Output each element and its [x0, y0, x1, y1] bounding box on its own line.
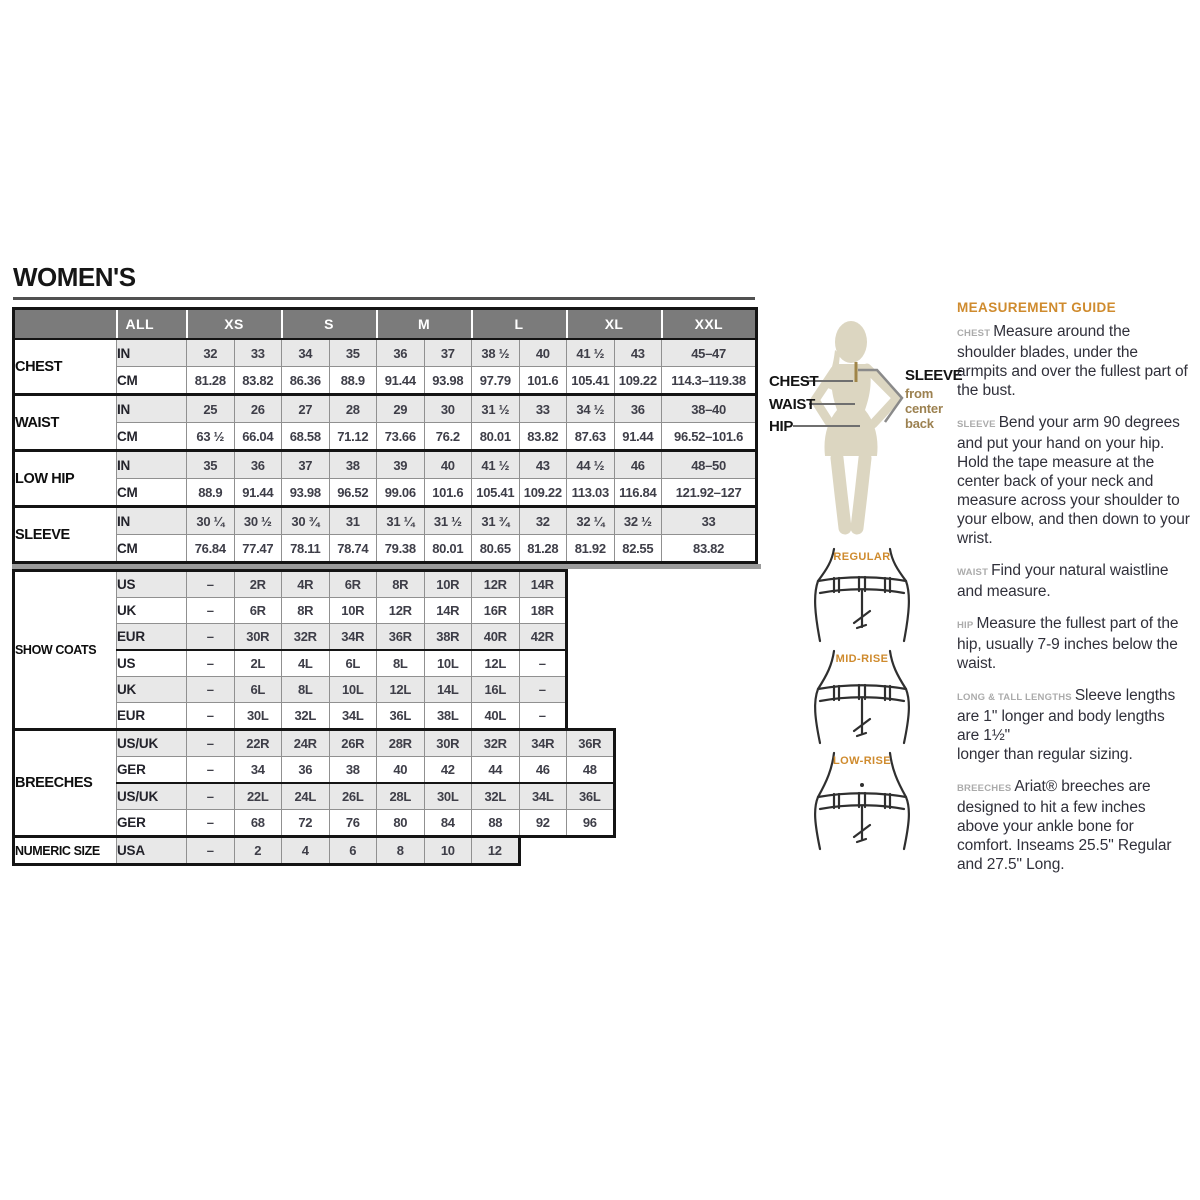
column-header: XXL — [662, 309, 757, 340]
table-cell: 78.11 — [282, 535, 330, 563]
table-cell: 81.92 — [567, 535, 615, 563]
table-cell: 46 — [519, 757, 567, 784]
table-cell: 109.22 — [614, 367, 662, 395]
table-cell: 83.82 — [662, 535, 757, 563]
table-cell: 81.28 — [187, 367, 235, 395]
women-sizes-table — [12, 307, 758, 564]
unit-label: IN — [117, 395, 187, 423]
unit-label: IN — [117, 507, 187, 535]
table-cell: 105.41 — [472, 479, 520, 507]
table-cell: 30 ¾ — [282, 507, 330, 535]
table-cell: 30R — [234, 624, 282, 651]
table-cell: 34L — [329, 703, 377, 730]
table-cell: 42 — [424, 757, 472, 784]
table-cell: – — [187, 624, 235, 651]
table-row — [14, 571, 567, 598]
table-cell: 81.28 — [519, 535, 567, 563]
table-cell: 28L — [377, 783, 425, 810]
table-cell: 8 — [377, 837, 425, 865]
table-cell: 36R — [567, 730, 615, 757]
table-cell: 44 — [472, 757, 520, 784]
table-cell: 6 — [329, 837, 377, 865]
table-cell: 88 — [472, 810, 520, 837]
table-cell: 96.52–101.6 — [662, 423, 757, 451]
unit-label: USA — [117, 837, 187, 865]
table-row — [14, 423, 757, 451]
table-cell: 41 ½ — [567, 339, 615, 367]
guide-term: BREECHES — [957, 783, 1012, 794]
table-cell: – — [187, 783, 235, 810]
table-cell: 34 — [234, 757, 282, 784]
column-header: S — [282, 309, 377, 340]
table-cell: 8R — [282, 598, 330, 624]
women-sizes-table-slot — [12, 307, 761, 564]
table-row — [14, 309, 757, 340]
table-cell: 44 ½ — [567, 451, 615, 479]
unit-label: EUR — [117, 703, 187, 730]
table-cell: 30L — [424, 783, 472, 810]
unit-label: CM — [117, 367, 187, 395]
table-cell: – — [187, 810, 235, 837]
column-header: ALL — [117, 309, 187, 340]
unit-label: GER — [117, 810, 187, 837]
table-body — [14, 730, 615, 837]
table-cell: 42R — [519, 624, 567, 651]
table-cell: 32R — [472, 730, 520, 757]
table-cell: 91.44 — [377, 367, 425, 395]
table-cell: 28R — [377, 730, 425, 757]
table-cell: 68.58 — [282, 423, 330, 451]
table-cell: 48 — [567, 757, 615, 784]
unit-label: US — [117, 650, 187, 677]
unit-label: US/UK — [117, 730, 187, 757]
column-header: L — [472, 309, 567, 340]
table-cell: 91.44 — [614, 423, 662, 451]
measurement-guide — [957, 300, 1190, 887]
table-cell: 87.63 — [567, 423, 615, 451]
guide-text: longer than regular sizing. — [957, 746, 1133, 763]
unit-label: IN — [117, 339, 187, 367]
table-cell: 8L — [377, 650, 425, 677]
table-cell: 38 — [329, 451, 377, 479]
table-cell: 34 — [282, 339, 330, 367]
table-cell: 45–47 — [662, 339, 757, 367]
table-cell: 30L — [234, 703, 282, 730]
guide-paragraph — [957, 614, 1190, 673]
table-row — [14, 837, 520, 865]
table-cell: 32 — [519, 507, 567, 535]
row-label: LOW HIP — [14, 451, 117, 507]
table-cell: 105.41 — [567, 367, 615, 395]
table-cell: 14L — [424, 677, 472, 703]
table-cell: 40 — [377, 757, 425, 784]
table-body — [14, 339, 757, 563]
table-cell: 34L — [519, 783, 567, 810]
guide-paragraph — [957, 686, 1190, 764]
table-cell: 38R — [424, 624, 472, 651]
breeches-table — [12, 728, 616, 838]
show-coats-table — [12, 569, 568, 731]
table-cell: 2 — [234, 837, 282, 865]
table-cell: 33 — [234, 339, 282, 367]
table-cell: 96 — [567, 810, 615, 837]
table-cell: 99.06 — [377, 479, 425, 507]
table-cell: 86.36 — [282, 367, 330, 395]
table-cell: 8L — [282, 677, 330, 703]
table-cell: 36 — [614, 395, 662, 423]
table-cell: 30R — [424, 730, 472, 757]
table-row — [14, 535, 757, 563]
table-cell: 26L — [329, 783, 377, 810]
table-cell: 79.38 — [377, 535, 425, 563]
table-cell: 38–40 — [662, 395, 757, 423]
table-cell: 66.04 — [234, 423, 282, 451]
table-header — [14, 309, 757, 340]
table-cell: 92 — [519, 810, 567, 837]
table-cell: 88.9 — [329, 367, 377, 395]
unit-label: UK — [117, 677, 187, 703]
table-cell: 76.2 — [424, 423, 472, 451]
table-cell: 26R — [329, 730, 377, 757]
table-cell: 46 — [614, 451, 662, 479]
table-cell: 31 ½ — [472, 395, 520, 423]
rise-label-low-rise: LOW-RISE — [833, 755, 891, 767]
table-cell: 43 — [614, 339, 662, 367]
unit-label: IN — [117, 451, 187, 479]
table-cell: 80 — [377, 810, 425, 837]
table-cell: 43 — [519, 451, 567, 479]
table-cell: 101.6 — [519, 367, 567, 395]
table-cell: 29 — [377, 395, 425, 423]
hip-label: HIP — [769, 418, 794, 435]
table-cell: 121.92–127 — [662, 479, 757, 507]
table-cell: 40 — [424, 451, 472, 479]
table-cell: 4R — [282, 571, 330, 598]
table-cell: 38 — [329, 757, 377, 784]
guide-text: Ariat® breeches are designed to hit a few inches above your ankle bone for comfort. Inseams 25.5" Regular and 27.5" Long. — [957, 778, 1172, 873]
numeric-size-table — [12, 835, 521, 866]
table-cell: 93.98 — [424, 367, 472, 395]
guide-term: LONG & TALL LENGTHS — [957, 692, 1072, 703]
table-cell: 25 — [187, 395, 235, 423]
table-cell: 33 — [519, 395, 567, 423]
table-cell: – — [187, 757, 235, 784]
table-cell: – — [187, 571, 235, 598]
waist-label: WAIST — [769, 396, 815, 413]
table-cell: 32L — [282, 703, 330, 730]
table-row — [14, 507, 757, 535]
column-header: M — [377, 309, 472, 340]
chest-label: CHEST — [769, 373, 819, 390]
table-cell: 12R — [472, 571, 520, 598]
guide-paragraph — [957, 322, 1190, 400]
unit-label: CM — [117, 535, 187, 563]
table-row — [14, 730, 615, 757]
column-header — [14, 309, 117, 340]
table-cell: 40R — [472, 624, 520, 651]
guide-term: CHEST — [957, 328, 991, 339]
unit-label: EUR — [117, 624, 187, 651]
table-cell: 80.65 — [472, 535, 520, 563]
table-cell: 34R — [329, 624, 377, 651]
table-cell: 24L — [282, 783, 330, 810]
table-cell: 6L — [329, 650, 377, 677]
table-cell: 32 ¼ — [567, 507, 615, 535]
table-cell: 38 ½ — [472, 339, 520, 367]
table-cell: 96.52 — [329, 479, 377, 507]
table-row — [14, 451, 757, 479]
guide-text: Measure the fullest part of the hip, usually 7-9 inches below the waist. — [957, 615, 1179, 672]
page-title: WOMEN'S — [13, 262, 755, 300]
table-cell: 36 — [282, 757, 330, 784]
guide-term: HIP — [957, 620, 974, 631]
guide-text: Sleeve lengths are 1" longer and body lengths are 1½" — [957, 687, 1176, 744]
table-cell: 32R — [282, 624, 330, 651]
table-cell: 32 ½ — [614, 507, 662, 535]
table-cell: 38L — [424, 703, 472, 730]
table-cell: 40L — [472, 703, 520, 730]
female-silhouette — [815, 321, 897, 528]
table-cell: 6R — [234, 598, 282, 624]
table-cell: 82.55 — [614, 535, 662, 563]
table-cell: 88.9 — [187, 479, 235, 507]
table-cell: 68 — [234, 810, 282, 837]
table-cell: 6R — [329, 571, 377, 598]
table-cell: 77.47 — [234, 535, 282, 563]
table-cell: – — [187, 703, 235, 730]
table-cell: 83.82 — [519, 423, 567, 451]
unit-label: GER — [117, 757, 187, 784]
row-label: CHEST — [14, 339, 117, 395]
table-cell: 28 — [329, 395, 377, 423]
table-cell: 14R — [424, 598, 472, 624]
table-cell: 12L — [472, 650, 520, 677]
table-cell: 2R — [234, 571, 282, 598]
table-cell: 80.01 — [472, 423, 520, 451]
unit-label: US — [117, 571, 187, 598]
table-cell: – — [187, 598, 235, 624]
table-cell: 80.01 — [424, 535, 472, 563]
size-tables — [12, 307, 761, 866]
extra-tables-slot — [12, 569, 761, 866]
table-cell: 37 — [282, 451, 330, 479]
table-body — [14, 571, 567, 730]
table-row — [14, 395, 757, 423]
table-cell: 18R — [519, 598, 567, 624]
table-cell: 32L — [472, 783, 520, 810]
table-cell: 71.12 — [329, 423, 377, 451]
table-cell: 114.3–119.38 — [662, 367, 757, 395]
unit-label: UK — [117, 598, 187, 624]
guide-term: SLEEVE — [957, 419, 996, 430]
table-cell: 31 ¾ — [472, 507, 520, 535]
table-cell: 10 — [424, 837, 472, 865]
table-cell: 10R — [329, 598, 377, 624]
table-cell: 93.98 — [282, 479, 330, 507]
table-cell: 109.22 — [519, 479, 567, 507]
table-row — [14, 339, 757, 367]
table-cell: 16L — [472, 677, 520, 703]
table-cell: 116.84 — [614, 479, 662, 507]
column-header: XL — [567, 309, 662, 340]
table-cell: 26 — [234, 395, 282, 423]
guide-text: Bend your arm 90 degrees and put your hand on your hip. Hold the tape measure at the center back of your neck and measure across your shoulder to your elbow, and then down to your wrist. — [957, 414, 1190, 547]
table-cell: – — [187, 837, 235, 865]
table-cell: 10L — [424, 650, 472, 677]
table-cell: 91.44 — [234, 479, 282, 507]
table-cell: 12R — [377, 598, 425, 624]
table-cell: 35 — [329, 339, 377, 367]
rise-label-mid-rise: MID-RISE — [835, 653, 889, 665]
unit-label: CM — [117, 479, 187, 507]
table-row — [14, 479, 757, 507]
table-cell: 97.79 — [472, 367, 520, 395]
sleeve-label: SLEEVE — [905, 367, 963, 384]
unit-label: CM — [117, 423, 187, 451]
table-body — [14, 837, 520, 865]
table-cell: 8R — [377, 571, 425, 598]
table-cell: 76.84 — [187, 535, 235, 563]
table-cell: 10R — [424, 571, 472, 598]
table-cell: 101.6 — [424, 479, 472, 507]
table-cell: 35 — [187, 451, 235, 479]
table-cell: 78.74 — [329, 535, 377, 563]
table-cell: 83.82 — [234, 367, 282, 395]
table-cell: 24R — [282, 730, 330, 757]
column-header: XS — [187, 309, 282, 340]
table-cell: 36L — [567, 783, 615, 810]
table-cell: 73.66 — [377, 423, 425, 451]
sleeve-sublabel: from center back — [905, 386, 943, 431]
table-cell: 22L — [234, 783, 282, 810]
guide-term: WAIST — [957, 567, 989, 578]
row-label: WAIST — [14, 395, 117, 451]
guide-text: Find your natural waistline and measure. — [957, 562, 1169, 600]
row-label: SHOW COATS — [14, 571, 117, 730]
table-row — [14, 367, 757, 395]
table-cell: 33 — [662, 507, 757, 535]
table-cell: 12 — [472, 837, 520, 865]
table-cell: 31 — [329, 507, 377, 535]
table-cell: 63 ½ — [187, 423, 235, 451]
table-cell: 30 ½ — [234, 507, 282, 535]
table-cell: 12L — [377, 677, 425, 703]
table-cell: 6L — [234, 677, 282, 703]
table-cell: – — [519, 703, 567, 730]
row-label: NUMERIC SIZE — [14, 837, 117, 865]
table-cell: – — [519, 677, 567, 703]
table-cell: 34R — [519, 730, 567, 757]
table-cell: 37 — [424, 339, 472, 367]
guide-paragraph — [957, 561, 1190, 601]
table-cell: 31 ¼ — [377, 507, 425, 535]
table-cell: 113.03 — [567, 479, 615, 507]
table-cell: 30 — [424, 395, 472, 423]
table-cell: 10L — [329, 677, 377, 703]
table-cell: 36R — [377, 624, 425, 651]
rise-label-regular: REGULAR — [833, 551, 891, 563]
table-cell: 16R — [472, 598, 520, 624]
table-cell: 22R — [234, 730, 282, 757]
table-cell: – — [187, 730, 235, 757]
table-cell: 4L — [282, 650, 330, 677]
table-cell: 76 — [329, 810, 377, 837]
table-cell: 84 — [424, 810, 472, 837]
table-cell: 36 — [234, 451, 282, 479]
table-cell: 36L — [377, 703, 425, 730]
table-cell: 34 ½ — [567, 395, 615, 423]
table-cell: 27 — [282, 395, 330, 423]
table-cell: – — [187, 677, 235, 703]
guide-text: Measure around the shoulder blades, under the armpits and over the fullest part of the bust. — [957, 323, 1188, 399]
row-label: BREECHES — [14, 730, 117, 837]
guide-paragraph — [957, 777, 1190, 874]
table-cell: 32 — [187, 339, 235, 367]
table-cell: 31 ½ — [424, 507, 472, 535]
table-cell: 40 — [519, 339, 567, 367]
row-label: SLEEVE — [14, 507, 117, 563]
table-cell: 72 — [282, 810, 330, 837]
unit-label: US/UK — [117, 783, 187, 810]
table-cell: 2L — [234, 650, 282, 677]
table-cell: 30 ¼ — [187, 507, 235, 535]
table-cell: – — [519, 650, 567, 677]
table-cell: – — [187, 650, 235, 677]
table-cell: 4 — [282, 837, 330, 865]
table-cell: 39 — [377, 451, 425, 479]
table-cell: 14R — [519, 571, 567, 598]
table-cell: 36 — [377, 339, 425, 367]
table-cell: 41 ½ — [472, 451, 520, 479]
table-cell: 48–50 — [662, 451, 757, 479]
guide-paragraph — [957, 413, 1190, 548]
guide-heading: MEASUREMENT GUIDE — [957, 300, 1117, 315]
